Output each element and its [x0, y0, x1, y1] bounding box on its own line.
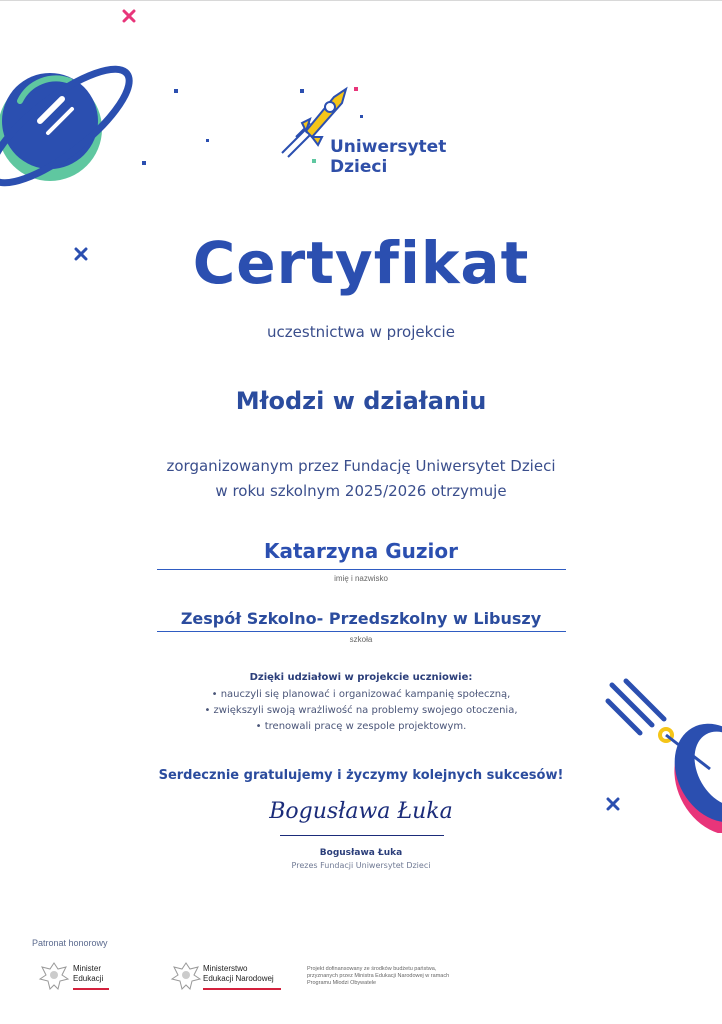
flag-stripe	[73, 988, 109, 990]
school-underline	[157, 631, 566, 632]
cross-icon	[606, 797, 620, 811]
school-caption: szkoła	[349, 635, 373, 644]
recipient-name: Katarzyna Guzior	[263, 539, 459, 563]
ministry-logo-line2: Edukacji Narodowej	[203, 974, 274, 983]
recipient-caption: imię i nazwisko	[334, 574, 388, 583]
planet-decoration	[0, 41, 140, 221]
school-name: Zespół Szkolno- Przedszkolny w Libuszy	[180, 609, 542, 628]
logo-wordmark	[330, 137, 446, 177]
signer-name: Bogusława Łuka	[319, 848, 403, 858]
star-dot	[142, 161, 146, 165]
ministry-logo-text	[203, 964, 274, 984]
flag-stripe	[203, 988, 281, 990]
handwritten-signature: Bogusława Łuka	[269, 799, 453, 824]
star-dot	[206, 139, 209, 142]
star-dot	[174, 89, 178, 93]
signer-role: Prezes Fundacji Uniwersytet Dzieci	[291, 861, 431, 870]
minister-logo-line1: Minister	[73, 964, 102, 973]
certificate-subtitle: uczestnictwa w projekcie	[267, 323, 455, 341]
certificate-title: Certyfikat	[192, 229, 530, 297]
recipient-underline	[157, 569, 566, 570]
minister-logo-line2: Edukacji	[73, 974, 104, 983]
organizer-line-2: w roku szkolnym 2025/2026 otrzymuje	[215, 482, 507, 500]
eagle-emblem-icon	[38, 959, 70, 993]
signature-line	[280, 835, 444, 836]
achievement-item: • trenowali pracę w zespole projektowym.	[255, 721, 467, 732]
funding-note: Projekt dofinansowany ze środków budżetu państwa, przyznanych przez Ministra Edukacji Narodowej w ramach Programu Młodzi Obywatele	[307, 966, 450, 986]
achievement-item: • zwiększyli swoją wrażliwość na problemy swojego otoczenia,	[204, 705, 518, 716]
logo-line2: Dzieci	[330, 157, 388, 177]
ministry-logo-line1: Ministerstwo	[203, 964, 248, 973]
project-name: Młodzi w działaniu	[235, 387, 487, 415]
patron-label: Patronat honorowy	[32, 938, 108, 948]
achievements-heading: Dzięki udziałowi w projekcie uczniowie:	[249, 672, 473, 683]
minister-logo-text	[73, 964, 103, 984]
logo-line1: Uniwersytet	[330, 137, 447, 157]
eagle-emblem-icon	[170, 959, 202, 993]
achievement-item: • nauczyli się planować i organizować kampanię społeczną,	[211, 689, 511, 700]
organizer-line-1: zorganizowanym przez Fundację Uniwersytet Dzieci	[166, 457, 556, 475]
cross-icon	[122, 9, 136, 23]
congratulations-text: Serdecznie gratulujemy i życzymy kolejnych sukcesów!	[158, 768, 564, 783]
